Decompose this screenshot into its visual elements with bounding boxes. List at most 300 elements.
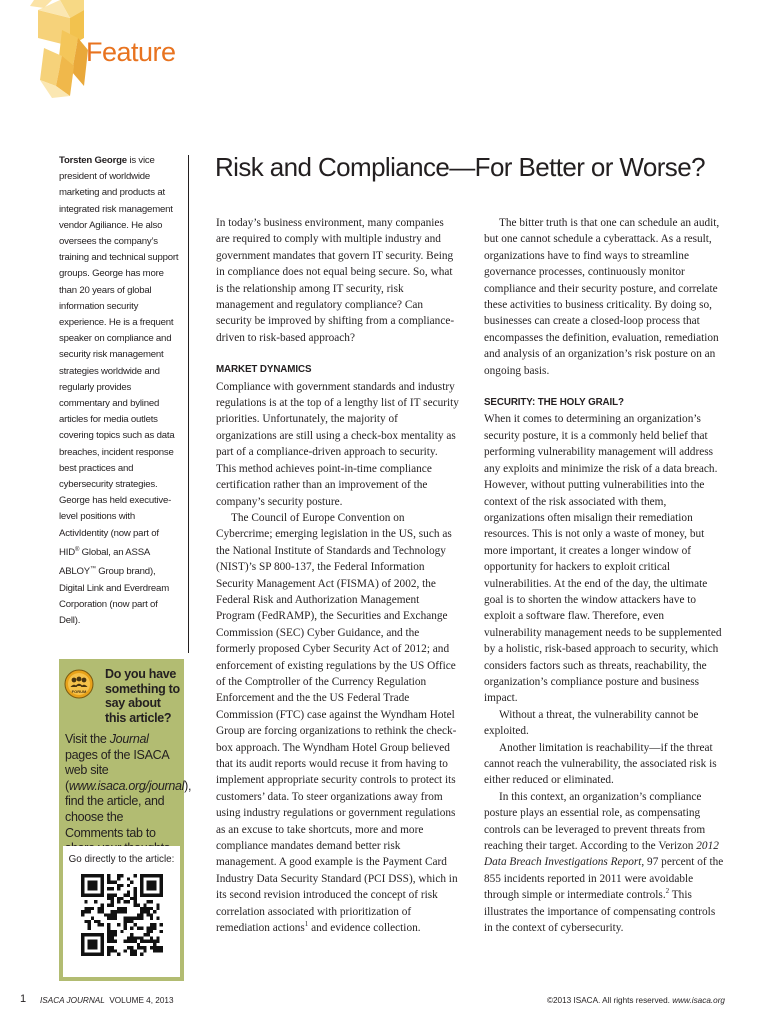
qr-module: [101, 910, 104, 913]
qr-module: [143, 949, 146, 952]
qr-module: [107, 949, 110, 952]
section-heading-holy-grail: SECURITY: THE HOLY GRAIL?: [484, 397, 624, 409]
qr-module: [107, 913, 110, 916]
qr-module: [111, 910, 114, 913]
qr-module: [94, 874, 97, 877]
qr-module: [124, 926, 127, 929]
callout-url-link[interactable]: www.isaca.org/journal: [68, 778, 185, 793]
journal-footer: [40, 996, 174, 1005]
qr-module: [91, 874, 94, 877]
qr-module: [84, 874, 87, 877]
qr-module: [153, 894, 156, 897]
qr-module: [143, 907, 146, 910]
qr-module: [156, 940, 159, 943]
copyright-footer: [547, 996, 725, 1005]
qr-module: [133, 923, 136, 926]
qr-module: [133, 890, 136, 893]
qr-module: [81, 949, 84, 952]
qr-module: [81, 936, 84, 939]
qr-module: [140, 926, 143, 929]
qr-module: [127, 890, 130, 893]
qr-module: [84, 907, 87, 910]
qr-module: [156, 894, 159, 897]
qr-module: [137, 946, 140, 949]
qr-module: [94, 946, 97, 949]
qr-module: [114, 910, 117, 913]
qr-module: [94, 894, 97, 897]
qr-module: [111, 904, 114, 907]
qr-module: [84, 953, 87, 956]
feature-header: [0, 0, 200, 98]
qr-module: [156, 949, 159, 952]
qr-module: [88, 923, 91, 926]
article-column-2: [484, 215, 724, 936]
qr-module: [101, 953, 104, 956]
qr-module: [117, 900, 120, 903]
qr-module: [130, 936, 133, 939]
qr-module: [153, 940, 156, 943]
qr-module: [88, 894, 91, 897]
qr-module: [111, 897, 114, 900]
qr-module: [150, 887, 153, 890]
qr-module: [114, 894, 117, 897]
qr-module: [94, 881, 97, 884]
qr-module: [160, 884, 163, 887]
bio-text-3: Group brand), Digital Link and Everdream Corporation (now part of Dell).: [59, 566, 169, 627]
qr-module: [150, 881, 153, 884]
qr-module: [88, 920, 91, 923]
qr-module: [153, 943, 156, 946]
qr-module: [124, 940, 127, 943]
qr-module: [88, 933, 91, 936]
qr-module: [107, 894, 110, 897]
qr-module: [91, 933, 94, 936]
qr-module: [81, 890, 84, 893]
bio-text-2: Global, an ASSA ABLOY: [59, 547, 150, 578]
qr-module: [107, 936, 110, 939]
qr-module: [127, 900, 130, 903]
qr-module: [124, 949, 127, 952]
footer-site-link[interactable]: www.isaca.org: [672, 996, 725, 1005]
qr-module: [114, 933, 117, 936]
qr-module: [133, 917, 136, 920]
qr-module: [81, 887, 84, 890]
qr-module: [147, 933, 150, 936]
qr-module: [150, 923, 153, 926]
qr-module: [153, 874, 156, 877]
qr-module: [127, 940, 130, 943]
qr-module: [104, 913, 107, 916]
paragraph-text: , 97 percent of the 855 incidents reported in 2011 were avoidable through simple or intermediate controls.: [484, 856, 724, 902]
qr-module: [114, 930, 117, 933]
qr-module: [147, 926, 150, 929]
qr-panel: [63, 846, 180, 977]
qr-module: [127, 884, 130, 887]
qr-module: [143, 933, 146, 936]
qr-module: [101, 946, 104, 949]
forum-icon-text: FORUM: [71, 689, 87, 694]
paragraph: Another limitation is reachability—if the threat cannot reach the vulnerability, the associated risk is either reduced or eliminated.: [484, 741, 717, 787]
qr-module: [111, 913, 114, 916]
qr-module: [84, 933, 87, 936]
qr-module: [94, 887, 97, 890]
qr-module: [91, 887, 94, 890]
callout-text-c: ), find the article, and choose the Comments tab to: [65, 778, 192, 840]
qr-module: [88, 887, 91, 890]
qr-module: [160, 874, 163, 877]
paragraph: [216, 510, 459, 937]
qr-module: [88, 874, 91, 877]
qr-module: [160, 949, 163, 952]
qr-label: Go directly to the article:: [68, 854, 175, 865]
qr-code[interactable]: [81, 874, 163, 956]
qr-module: [150, 894, 153, 897]
section-label: Feature: [86, 37, 176, 67]
qr-module: [111, 887, 114, 890]
qr-module: [101, 949, 104, 952]
qr-module: [97, 907, 100, 910]
journal-name: ISACA JOURNAL: [40, 996, 105, 1005]
qr-module: [160, 877, 163, 880]
qr-module: [156, 904, 159, 907]
paragraph-text: In this context, an organization’s compliance posture plays an essential role, as compensating controls can be leveraged to prevent threats from reaching their target. According to the Verizon: [484, 790, 706, 853]
qr-module: [81, 943, 84, 946]
article-title: Risk and Compliance—For Better or Worse?: [215, 152, 705, 182]
qr-module: [153, 910, 156, 913]
qr-module: [133, 953, 136, 956]
qr-module: [160, 930, 163, 933]
qr-module: [120, 897, 123, 900]
qr-module: [143, 874, 146, 877]
qr-module: [140, 953, 143, 956]
qr-module: [107, 946, 110, 949]
qr-module: [133, 900, 136, 903]
qr-module: [91, 884, 94, 887]
qr-module: [84, 900, 87, 903]
qr-module: [91, 917, 94, 920]
qr-module: [107, 940, 110, 943]
qr-module: [133, 949, 136, 952]
qr-module: [88, 953, 91, 956]
qr-module: [101, 936, 104, 939]
qr-module: [101, 907, 104, 910]
qr-module: [81, 913, 84, 916]
qr-module: [107, 953, 110, 956]
qr-module: [156, 907, 159, 910]
qr-module: [94, 900, 97, 903]
qr-module: [91, 953, 94, 956]
paragraph: Compliance with government standards and industry regulations is at the top of a lengthy list of IT security priorities. Unfortunately, the majority of organizations are still using a check-box mentality as part of a compliance-driven approach to security. This method achieves point-in-time compliance certification rather than an improvement of the company’s security posture.: [216, 380, 459, 508]
qr-module: [133, 874, 136, 877]
qr-module: [117, 953, 120, 956]
qr-module: [150, 946, 153, 949]
qr-module: [81, 877, 84, 880]
qr-module: [97, 874, 100, 877]
journal-volume: VOLUME 4, 2013: [109, 996, 174, 1005]
qr-module: [140, 887, 143, 890]
qr-module: [150, 913, 153, 916]
qr-module: [81, 933, 84, 936]
qr-module: [88, 907, 91, 910]
paragraph: The bitter truth is that one can schedule an audit, but one cannot schedule a cyberattack. As a result, organizations have to find ways to streamline governance processes, continuously monitor compliance and their security posture, and correlate these activities to business criticality. By doing so, businesses can create a closed-loop process that encompasses the definition, evaluation, remediation and analysis of an organization’s risk posture on an ongoing basis.: [484, 217, 720, 377]
qr-module: [84, 894, 87, 897]
qr-module: [88, 910, 91, 913]
qr-module: [101, 894, 104, 897]
qr-module: [111, 917, 114, 920]
qr-module: [140, 884, 143, 887]
qr-module: [101, 923, 104, 926]
qr-module: [140, 881, 143, 884]
qr-module: [133, 887, 136, 890]
qr-module: [91, 894, 94, 897]
qr-module: [147, 913, 150, 916]
qr-module: [127, 917, 130, 920]
qr-module: [84, 910, 87, 913]
qr-module: [153, 881, 156, 884]
qr-module: [101, 874, 104, 877]
qr-module: [91, 946, 94, 949]
qr-module: [150, 940, 153, 943]
qr-module: [127, 936, 130, 939]
qr-module: [117, 887, 120, 890]
qr-module: [107, 926, 110, 929]
qr-module: [143, 894, 146, 897]
paragraph: When it comes to determining an organization’s security posture, it is a commonly held belief that performing vulnerability management will address any exploits and minimize the risk of a data breach. However, without putting vulnerabilities into the context of the risk associated with them, organizations often misalign their remediation resources. This is not only a waste of money, but more important, it creates a longer window of opportunity for hackers to exploit critical vulnerabilities. At the end of the day, the ultimate goal is to shorten the window attackers have to exploit a software flaw. Therefore, even vulnerability management needs to be supplemented by a holistic, risk-based approach to security, which considers factors such as threats, reachability, the organization’s compliance posture and business impact.: [484, 413, 722, 705]
qr-module: [101, 943, 104, 946]
qr-module: [101, 884, 104, 887]
qr-module: [137, 904, 140, 907]
qr-module: [133, 940, 136, 943]
qr-module: [153, 884, 156, 887]
qr-module: [137, 943, 140, 946]
qr-module: [88, 884, 91, 887]
qr-module: [153, 923, 156, 926]
qr-module: [137, 917, 140, 920]
qr-module: [143, 910, 146, 913]
qr-module: [124, 923, 127, 926]
qr-module: [94, 884, 97, 887]
qr-module: [140, 910, 143, 913]
qr-module: [111, 930, 114, 933]
qr-module: [97, 933, 100, 936]
qr-module: [143, 940, 146, 943]
qr-module: [143, 904, 146, 907]
qr-module: [81, 940, 84, 943]
qr-module: [150, 874, 153, 877]
author-bio: [59, 153, 179, 629]
qr-module: [111, 894, 114, 897]
qr-module: [147, 874, 150, 877]
qr-module: [160, 894, 163, 897]
qr-module: [153, 926, 156, 929]
qr-module: [117, 874, 120, 877]
qr-module: [97, 923, 100, 926]
qr-module: [120, 930, 123, 933]
qr-module: [117, 884, 120, 887]
qr-module: [147, 910, 150, 913]
qr-module: [147, 884, 150, 887]
qr-module: [88, 946, 91, 949]
qr-module: [114, 940, 117, 943]
qr-module: [101, 933, 104, 936]
qr-module: [130, 920, 133, 923]
qr-module: [127, 920, 130, 923]
qr-module: [160, 881, 163, 884]
qr-module: [107, 930, 110, 933]
qr-module: [130, 881, 133, 884]
paragraph-text: The Council of Europe Convention on Cybercrime; emerging legislation in the US, such as the National Institute of Standards and Technology (NIST)’s SP 800-137, the Federal Information Security Management Act (FISMA) of 2002, the Federal Risk and Authorization Management Program (FedRAMP), the Securities and Exchange Commission (SEC) Cyber Guidance, and the formerly proposed Cyber Security Act of 2012; and enforcement of existing regulations by the US Office of the Comptroller of the Currency Regulation Enforcement and the the US Federal Trade Commission (FTC) case against the Wyndham Hotel Group are forcing organizations to rethink the check-box approach. The Wyndham Hotel Group believed that its audit reports would recuse it from having to implement appropriate security controls to protect its customers’ data. To steer organizations away from using industry regulations or government regulations as an excuse to take shortcuts, more and more compliance mandates demand better risk management. A good example is the Payment Card Industry Data Security Standard (PCI DSS), which in its second revision introduced the concept of risk correlation associated with prioritization of remediation actions: [216, 511, 458, 935]
qr-module: [101, 904, 104, 907]
qr-module: [117, 897, 120, 900]
qr-module: [81, 910, 84, 913]
qr-module: [101, 881, 104, 884]
qr-module: [117, 910, 120, 913]
article-column-1: [216, 215, 459, 936]
qr-module: [94, 943, 97, 946]
qr-module: [111, 900, 114, 903]
qr-module: [160, 887, 163, 890]
qr-module: [88, 943, 91, 946]
paragraph-text: and evidence collection.: [308, 922, 421, 935]
qr-module: [114, 949, 117, 952]
qr-module: [88, 940, 91, 943]
qr-module: [111, 946, 114, 949]
callout-journal: Journal: [109, 732, 149, 746]
qr-module: [133, 904, 136, 907]
qr-module: [140, 946, 143, 949]
qr-module: [107, 881, 110, 884]
qr-module: [153, 946, 156, 949]
qr-module: [140, 894, 143, 897]
qr-module: [140, 913, 143, 916]
qr-module: [124, 917, 127, 920]
paragraph: [484, 789, 724, 937]
qr-module: [111, 936, 114, 939]
qr-module: [137, 936, 140, 939]
trademark-mark: ™: [90, 566, 96, 573]
paragraph-text: This illustrates the importance of compensating controls in the context of cybersecurity.: [484, 889, 716, 935]
qr-module: [101, 890, 104, 893]
qr-module: [147, 940, 150, 943]
qr-module: [111, 949, 114, 952]
qr-module: [127, 946, 130, 949]
forum-people-icon: [64, 669, 94, 699]
qr-module: [97, 894, 100, 897]
qr-module: [160, 923, 163, 926]
qr-module: [107, 874, 110, 877]
qr-module: [147, 887, 150, 890]
qr-module: [88, 881, 91, 884]
footnote-ref-2: 2: [665, 887, 670, 896]
qr-module: [124, 907, 127, 910]
qr-module: [114, 881, 117, 884]
qr-module: [124, 910, 127, 913]
qr-module: [147, 881, 150, 884]
qr-module: [140, 890, 143, 893]
qr-module: [117, 923, 120, 926]
qr-module: [94, 953, 97, 956]
footnote-ref-1: 1: [304, 920, 309, 929]
qr-module: [133, 897, 136, 900]
qr-module: [81, 953, 84, 956]
qr-module: [91, 940, 94, 943]
qr-module: [160, 890, 163, 893]
qr-module: [137, 913, 140, 916]
qr-module: [140, 874, 143, 877]
qr-module: [91, 943, 94, 946]
qr-module: [101, 877, 104, 880]
author-name: Torsten George: [59, 155, 127, 166]
qr-module: [156, 936, 159, 939]
qr-module: [94, 940, 97, 943]
qr-module: [150, 884, 153, 887]
qr-module: [107, 887, 110, 890]
qr-module: [137, 926, 140, 929]
qr-module: [117, 877, 120, 880]
qr-module: [120, 907, 123, 910]
qr-module: [150, 907, 153, 910]
qr-module: [97, 920, 100, 923]
bio-text: is vice president of worldwide marketing and products at integrated risk management vendor Agiliance. He also oversees the company’s training and technical support groups. George has more than 20 years of global information security experience. He is a frequent speaker on compliance and security risk management strategies worldwide and regularly provides commentary and bylined articles for media outlets covering topics such as data breaches, incident response best practices and cybersecurity strategies. George has held executive-level positions with ActivIdentity (now part of HID: [59, 155, 179, 559]
qr-module: [130, 949, 133, 952]
qr-module: [147, 900, 150, 903]
qr-module: [107, 933, 110, 936]
callout-body: [65, 732, 192, 857]
qr-module: [156, 946, 159, 949]
qr-module: [114, 913, 117, 916]
qr-module: [81, 894, 84, 897]
report-title: 2012 Data Breach Investigations Report: [484, 840, 719, 869]
qr-module: [150, 936, 153, 939]
qr-module: [81, 884, 84, 887]
callout-text-b: pages of the ISACA web site (: [65, 747, 169, 793]
qr-module: [147, 907, 150, 910]
qr-module: [140, 877, 143, 880]
qr-module: [133, 894, 136, 897]
qr-module: [150, 917, 153, 920]
qr-module: [147, 930, 150, 933]
qr-module: [81, 881, 84, 884]
qr-module: [160, 946, 163, 949]
qr-module: [130, 926, 133, 929]
qr-module: [120, 874, 123, 877]
qr-module: [107, 923, 110, 926]
qr-module: [124, 920, 127, 923]
qr-module: [107, 904, 110, 907]
qr-module: [114, 917, 117, 920]
paragraph: Without a threat, the vulnerability cannot be exploited.: [484, 708, 699, 738]
sidebar-divider: [188, 155, 189, 653]
qr-module: [97, 910, 100, 913]
qr-module: [127, 877, 130, 880]
comments-callout: [59, 659, 192, 981]
qr-module: [130, 897, 133, 900]
qr-module: [150, 926, 153, 929]
qr-module: [140, 907, 143, 910]
qr-module: [130, 917, 133, 920]
copyright-text: ©2013 ISACA. All rights reserved.: [546, 996, 673, 1005]
qr-module: [156, 874, 159, 877]
qr-module: [111, 933, 114, 936]
qr-module: [140, 940, 143, 943]
qr-module: [120, 910, 123, 913]
qr-module: [147, 894, 150, 897]
qr-module: [81, 874, 84, 877]
qr-module: [94, 920, 97, 923]
qr-module: [107, 877, 110, 880]
qr-module: [117, 907, 120, 910]
qr-module: [97, 953, 100, 956]
